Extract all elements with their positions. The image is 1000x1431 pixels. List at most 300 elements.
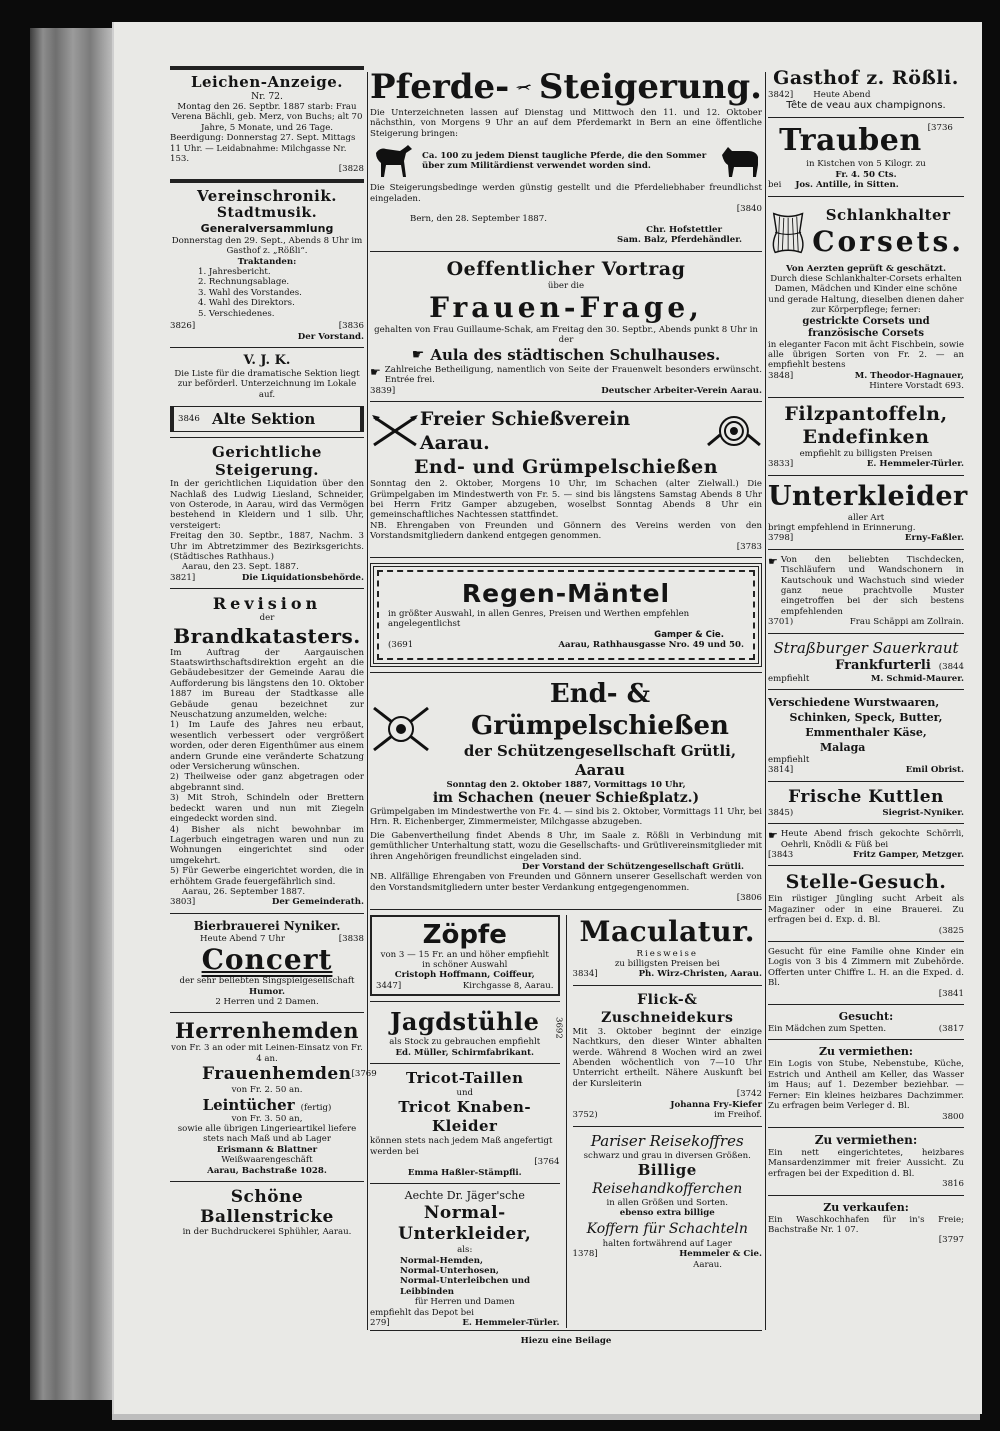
ref-number: [3764	[534, 1157, 560, 1168]
list-item: 2) Theilweise oder ganz abgetragen oder abgebrannt sind.	[170, 772, 364, 793]
schiess-titlerow	[370, 407, 762, 455]
schoerrli-row	[768, 829, 964, 850]
aula-title: Aula des städtischen Schulhauses.	[430, 345, 721, 364]
ref-number: 3839]	[370, 385, 396, 396]
gasthof-row	[768, 90, 964, 100]
list-item: 5. Verschiedenes.	[198, 308, 275, 319]
gruetli-titles	[438, 678, 762, 780]
verkaufen-title: Zu verkaufen:	[823, 1200, 909, 1214]
pointing-hand-icon: ☛	[411, 347, 425, 364]
draft-horse-icon	[718, 141, 762, 181]
corsets-title-1: Schlankhalter	[825, 206, 951, 225]
jagdstuehle	[370, 1007, 564, 1058]
list-item: Normal-Unterhosen,	[400, 1265, 499, 1276]
vorstand-sign: Der Vorstand.	[297, 331, 364, 342]
pariser-koffern: Koffern für Schachteln	[586, 1220, 748, 1237]
gesucht-maedchen	[768, 1010, 964, 1034]
vermiethen-zimmer	[768, 1133, 964, 1190]
wurst-line: Emmenthaler Käse,	[805, 725, 927, 739]
concert-humor: Humor.	[249, 986, 285, 997]
rule	[768, 941, 964, 942]
flick-text: Mit 3. Oktober beginnt der einzige Nachtkurs, den dieser Winter abhalten werde. Während 8 Wochen wird an zwei Abenden wöchentlich von 7—10 Uhr Unterricht ertheilt. Nähere Auskunft bei der Kursleiterin	[572, 1026, 762, 1089]
rule	[370, 909, 762, 910]
firm-address: Aarau, Bachstraße 1028.	[207, 1165, 327, 1176]
gerichtliche-text: In der gerichtlichen Liquidation über den Nachlaß des Ludwig Liesland, Schneider, von Osterode, in Aarau, wird das Vermögen bestehend in Kleidern und 1 silb. Uhr, versteigert:	[170, 479, 364, 531]
revision-place: Aarau, 26. September 1887.	[182, 886, 306, 897]
flick-title: Flick-& Zuschneidekurs	[601, 991, 734, 1026]
ref-number: 3834]	[572, 969, 598, 980]
gv-date: Donnerstag den 29. Sept., Abends 8 Uhr im Gasthof z. „Rößli“.	[171, 235, 363, 257]
pariser-footer	[573, 1249, 763, 1259]
list-item: 4. Wahl des Direktors.	[198, 298, 295, 309]
rule	[768, 1039, 964, 1040]
normal-firm: E. Hemmeler-Türler.	[462, 1317, 560, 1328]
sauerkraut-firm: M. Schmid-Maurer.	[870, 673, 964, 684]
gerichtliche-date: Freitag den 30. Septbr., 1887, Nachm. 3 Uhr im Abtretzimmer des Bezirksgerichts. (Städtisches Rathhaus.)	[170, 531, 364, 562]
vjk-title: V. J. K.	[243, 352, 291, 368]
revision-footer	[170, 897, 364, 907]
tricot-firm: Emma Haßler-Stämpfli.	[407, 1167, 522, 1178]
column-rule-right	[765, 72, 766, 1330]
schiess-nb: NB. Ehrengaben von Freunden und Gönnern des Vereins werden von den Vorstandsmitgliedern dankend entgegen genommen.	[370, 520, 762, 542]
zoepfe-addr: Kirchgasse 8, Aarau.	[462, 980, 554, 991]
pariser-firm: Hemmeler & Cie.	[679, 1249, 762, 1260]
gerichtliche-steigerung	[170, 443, 364, 583]
firm-name: Erismann & Blattner	[216, 1144, 318, 1155]
pariser-line: schwarz und grau in diversen Größen.	[583, 1150, 751, 1161]
ref-number: [3806	[736, 893, 762, 904]
vortrag-ueber: über die	[547, 280, 585, 291]
firm-type: Weißwaarengeschäft	[221, 1155, 313, 1166]
zoepfe-title: Zöpfe	[422, 919, 507, 950]
schiess-title: Freier Schießverein Aarau.	[419, 408, 631, 455]
bierbrauerei	[170, 919, 364, 1008]
pferde-title-2: Steigerung.	[538, 67, 762, 107]
stelle-title: Stelle-Gesuch.	[785, 871, 947, 894]
vortrag-text2: Zahlreiche Betheiligung, namentlich von Seite der Frauenwelt besonders erwünscht. Entrée frei.	[384, 364, 762, 386]
trauben-text: in Kistchen von 5 Kilogr. zu	[806, 159, 926, 170]
vermiethen-text-2: Ein nett eingerichtetes, heizbares Mansardenzimmer mit freier Aussicht. Zu erfragen bei der Expedition d. Bl.	[768, 1147, 964, 1179]
tricot	[370, 1069, 560, 1328]
ref-number: (3691	[388, 640, 414, 651]
tricot-title-2: Tricot Knaben-Kleider	[398, 1098, 532, 1136]
page-edge	[112, 1414, 980, 1420]
wurst-footer	[768, 765, 964, 775]
stadtmusik-title: Stadtmusik.	[216, 204, 318, 221]
traktanden-list	[170, 267, 364, 319]
gruetli-sign: Der Vorstand der Schützengesellschaft Grütli.	[521, 862, 744, 872]
target-icon	[706, 413, 762, 449]
wurst-firm: Emil Obrist.	[905, 765, 964, 776]
pferde-title-1: Pferde-	[370, 67, 510, 107]
ref-number: [3838	[338, 933, 364, 944]
pointing-hand-icon: ☛	[768, 554, 778, 568]
leichen-text: Montag den 26. Septbr. 1887 starb: Frau Verena Bächli, geb. Merz, von Buchs; alt 70 Jahre, 5 Monate, und 26 Tage.	[171, 102, 363, 133]
book-spine	[30, 28, 116, 1400]
ref-number: 3821]	[170, 572, 196, 583]
tischdecken-footer	[768, 617, 964, 627]
gruetli-text1: Grümpelgaben im Mindestwerthe von Fr. 4. — sind bis 2. Oktober, Vormittags 11 Uhr, bei Hrn. R. Eichenberger, Zimmermeister, Milchgasse abzugeben.	[370, 806, 762, 828]
maculatur-footer	[573, 969, 763, 979]
frauenhemden-title: Frauenhemden	[202, 1064, 352, 1085]
list-item: 5) Für Gewerbe eingerichtet worden, die in erhöhtem Grade feuergefährlich sind.	[170, 866, 364, 887]
rule	[170, 179, 364, 183]
vereinschronik-footer	[170, 321, 364, 331]
trauben	[768, 123, 964, 190]
gesucht-row	[768, 1024, 964, 1034]
stelle-gesuch	[768, 871, 964, 936]
subcolumn-rule	[566, 915, 567, 1329]
regen-title: Regen-Mäntel	[461, 578, 671, 608]
zoepfe-text: von 3 — 15 Fr. an und höher empfiehlt in schöner Auswahl	[380, 949, 549, 971]
rule	[768, 549, 964, 550]
rule	[573, 985, 763, 986]
corsets-titles	[812, 206, 964, 259]
gruetli-text2: Die Gabenvertheilung findet Abends 8 Uhr, im Saale z. Rößli in Verbindung mit gemüthlicher Unterhaltung statt, wozu die Gesellschafts- und Grütlivereinsmitglieder mit ihren Angehörigen freundlichst eingeladen sind.	[370, 830, 762, 862]
unterkleider-text: bringt empfehlend in Erinnerung.	[768, 522, 916, 533]
pferde-text: Die Unterzeichneten lassen auf Dienstag und Mittwoch den 11. und 12. Oktober nächsthin, von Morgens 9 Uhr an auf dem Pferdemarkt in Bern an eine öffentliche Steigerung bringen:	[370, 108, 762, 139]
concert-title: Concert	[201, 943, 333, 977]
corsets-text2: in eleganter Facon mit ächt Fischbein, sowie alle übrigen Sorten von Fr. 2. — an empfiehlt bestens	[768, 339, 964, 371]
corsets-subtitle: Von Aerzten geprüft & geschätzt.	[786, 263, 946, 274]
gerichtliche-title: Gerichtliche Steigerung.	[212, 443, 322, 480]
page-footer: Hiezu eine Beilage	[520, 1336, 612, 1347]
pferde-sign-1: Chr. Hofstettler	[646, 224, 722, 235]
unterkleider-title: Unterkleider	[768, 480, 968, 512]
gruetli-title: End- & Grümpelschießen	[471, 678, 729, 741]
rule	[170, 1181, 364, 1182]
rule	[370, 1183, 560, 1184]
ref-number: 3848]	[768, 370, 794, 381]
frauenhemden-row	[170, 1064, 377, 1085]
schoerrli	[768, 829, 964, 860]
pariser-reise: Reisehandkofferchen	[592, 1180, 743, 1197]
ref-number: [3836	[338, 321, 364, 332]
unterkleider	[768, 480, 968, 544]
rule	[768, 1127, 964, 1128]
wurst-emp: empfiehlt	[768, 754, 810, 765]
vjk	[170, 353, 364, 432]
schoerrli-text: Heute Abend frisch gekochte Schörrli, Oehrli, Knödli & Füß bei	[780, 829, 964, 850]
vortrag	[370, 257, 762, 396]
filz-footer	[768, 459, 964, 469]
tricot-text: können stets nach jedem Maß angefertigt werden bei	[370, 1136, 553, 1157]
vortrag-sign: Deutscher Arbeiter-Verein Aarau.	[601, 385, 762, 396]
schiessverein	[370, 407, 762, 552]
normal-als: als:	[457, 1245, 473, 1256]
list-item: 1. Jahresbericht.	[198, 267, 271, 278]
brandkataster-title: Brandkatasters.	[173, 623, 361, 648]
ref-number: 3842]	[768, 90, 794, 100]
wurst-line: Malaga	[820, 740, 866, 754]
filz-title: Filzpantoffeln, Endefinken	[784, 402, 948, 448]
wurst-line: Verschiedene Wurstwaaren,	[768, 695, 940, 709]
leintuecher-row	[170, 1096, 364, 1114]
alte-sektion-box	[170, 406, 364, 432]
schiess-subtitle: End- und Grümpelschießen	[413, 456, 719, 479]
pferde-place: Bern, den 28. September 1887.	[410, 214, 547, 225]
leichen-number: Nr. 72.	[251, 91, 283, 102]
pferde-text2: Die Steigerungsbedinge werden günstig gestellt und die Pferdeliebhaber freundlichst eingeladen.	[370, 183, 762, 204]
filzpantoffeln	[768, 403, 964, 470]
herrenhemden-line: von Fr. 3 an oder mit Leinen-Einsatz von Fr. 4 an.	[171, 1043, 363, 1064]
trauben-title: Trauben	[779, 123, 922, 159]
rule	[370, 1001, 560, 1002]
revision-der: der	[259, 613, 275, 624]
rule	[170, 437, 364, 438]
filz-text: empfiehlt zu billigsten Preisen	[799, 448, 933, 459]
rule	[370, 251, 762, 252]
column-rule-left	[367, 72, 368, 1330]
aula-row	[370, 346, 762, 365]
normal-footer	[370, 1318, 560, 1328]
ref-number: 3846	[178, 413, 200, 424]
flick-name: Johanna Fry-Kiefer	[670, 1099, 762, 1110]
gesucht-title: Gesucht:	[838, 1010, 894, 1024]
regen-maentel	[370, 563, 762, 667]
herrenhemden-title: Herrenhemden	[174, 1018, 360, 1044]
list-item: 3. Wahl des Vorstandes.	[198, 287, 302, 298]
flick-place: im Freihof.	[714, 1110, 762, 1121]
pariser-sorten: in allen Größen und Sorten.	[606, 1197, 728, 1208]
corsets-firm: M. Theodor-Hagnauer,	[854, 370, 964, 381]
ref-number: [3843	[768, 850, 794, 860]
ref-number: [3797	[938, 1235, 964, 1246]
gasthof-time: Heute Abend	[813, 90, 871, 100]
gerichtliche-place: Aarau, den 23. Sept. 1887.	[182, 562, 299, 573]
vermiethen-logis	[768, 1045, 964, 1121]
maculatur-title: Maculatur.	[579, 914, 756, 948]
leintuecher-title: Leintücher	[202, 1095, 295, 1114]
trauben-footer	[768, 180, 964, 190]
tricot-title: Tricot-Taillen	[406, 1069, 524, 1088]
vermiethen-title: Zu vermiethen:	[819, 1045, 913, 1059]
tischdecken-text: Von den beliebten Tischdecken, Tischläufern und Wandschonern in Kautschouk und Wachstuch sind wieder ganz neue prachtvolle Muster eingetroffen bei der sich bestens empfehlenden	[780, 554, 964, 617]
concert-persons: 2 Herren und 2 Damen.	[215, 996, 319, 1007]
list-item: 1) Im Laufe des Jahres neu erbaut, wesentlich verbessert oder vergrößert worden, oder deren Eigenthümer aus einem andern Grunde eine veränderte Schatzung oder Versicherung wünschen.	[170, 720, 364, 773]
list-item: 4) Bisher als nicht bewohnbar im Lagerbuch eingetragen waren und nun zu Wohnungen eingerichtet sind oder umgekehrt.	[170, 824, 364, 866]
rule	[768, 823, 964, 824]
regen-firm: Gamper & Cie.	[654, 629, 724, 640]
gerichtliche-footer	[170, 573, 364, 583]
zoepfe	[370, 915, 560, 997]
pferde-titlerow	[370, 66, 762, 108]
column-2	[370, 66, 762, 1347]
corsets-addr: Hintere Vorstadt 693.	[869, 381, 964, 392]
pariser-title: Pariser Reisekoffres	[590, 1131, 744, 1150]
rule	[170, 913, 364, 914]
concert-text: der sehr beliebten Singspielgesellschaft	[179, 976, 355, 987]
gruetli-subtitle: der Schützengesellschaft Grütli, Aarau	[463, 741, 737, 779]
vereinschronik	[170, 187, 364, 342]
lingerie-line: sowie alle übrigen Lingerieartikel liefere stets nach Maß und ab Lager	[177, 1124, 357, 1145]
gruetli-place: im Schachen (neuer Schießplatz.)	[432, 789, 700, 806]
unterkleider-footer	[768, 533, 964, 543]
verkaufen-text: Ein Waschkochhafen für in's Freie; Bachstraße Nr. 1 07.	[768, 1214, 964, 1235]
regen-footer	[388, 640, 744, 650]
kuttlen	[768, 787, 964, 818]
vereinschronik-title: Vereinschronik.	[197, 186, 337, 205]
column-1	[170, 66, 377, 1324]
tischdecken	[768, 555, 964, 628]
pariser-lager: halten fortwährend auf Lager	[602, 1238, 732, 1249]
schoerrli-footer	[768, 850, 964, 860]
vortrag-footer	[370, 386, 762, 396]
frauen-frage-title: Frauen-Frage,	[429, 291, 703, 325]
sauerkraut-title: Straßburger Sauerkraut	[773, 638, 959, 657]
rule	[370, 1330, 762, 1331]
leichen-ref: [3828	[338, 164, 364, 175]
corsets-footer	[768, 371, 964, 381]
gasthof-dish: Tête de veau aux champignons.	[786, 100, 946, 112]
ref-number: 3816	[942, 1179, 964, 1190]
gerichtliche-sign: Die Liquidationsbehörde.	[241, 572, 364, 583]
gruetli-schiessen	[370, 678, 762, 904]
regen-text: in größter Auswahl, in allen Genres, Preisen und Werthen empfehlen angelegentlichst	[388, 608, 690, 630]
rule	[370, 557, 762, 558]
traktanden-heading: Traktanden:	[237, 256, 297, 267]
ref-number: 3826]	[170, 321, 196, 332]
jagdstuehle-text: als Stock zu gebrauchen empfiehlt	[389, 1037, 541, 1048]
gv-heading: Generalversammlung	[200, 221, 334, 235]
rule	[768, 689, 964, 690]
normal-fuer: für Herren und Damen	[414, 1297, 515, 1308]
normal-title: Normal-Unterkleider,	[398, 1203, 532, 1245]
regen-addr: Aarau, Rathhausgasse Nro. 49 und 50.	[558, 640, 744, 651]
vortrag-text2-row	[370, 365, 762, 386]
running-horse-icon	[515, 74, 533, 100]
sauerkraut	[768, 639, 964, 684]
alte-sektion-label: Alte Sektion	[212, 410, 316, 429]
corsets-title-2: Corsets.	[812, 225, 964, 259]
zoepfe-firm: Cristoph Hoffmann, Coiffeur,	[394, 970, 535, 981]
maculatur	[573, 915, 763, 980]
kuttlen-title: Frische Kuttlen	[788, 786, 944, 807]
jagdstuehle-firm: Ed. Müller, Schirmfabrikant.	[395, 1047, 535, 1058]
pferde-sign-2: Sam. Balz, Pferdehändler.	[617, 235, 742, 246]
trauben-titlerow	[768, 123, 964, 159]
herrenhemden	[170, 1018, 377, 1176]
ref-number: 279]	[370, 1317, 390, 1328]
corsets-titlerow	[768, 202, 964, 264]
revision-intro: Im Auftrag der Aargauischen Staatswirthschaftsdirektion ergeht an die Gebäudebesitzer der Gemeinde Aarau die Aufforderung bis längstens den 10. Oktober 1887 im Bureau der Stadtkasse alle Gebäude genau bezeichnet zur Neuschatzung anzumelden, welche:	[170, 647, 364, 721]
list-item: 3) Mit Stroh, Schindeln oder Brettern bedeckt waren und nun mit Ziegeln eingedeckt worden sind.	[170, 793, 364, 825]
pferde-bold: Ca. 100 zu jedem Dienst taugliche Pferde, die den Sommer über zum Militärdienst verwendet worden sind.	[422, 150, 707, 172]
bierbrauerei-title: Bierbrauerei Nyniker.	[193, 918, 341, 933]
flick-footer	[573, 1110, 763, 1120]
ref-number: [3841	[938, 988, 964, 999]
ref-number: 3803]	[170, 897, 196, 908]
corsets	[768, 202, 964, 392]
rule	[370, 672, 762, 673]
bierbrauerei-time: Heute Abend 7 Uhr	[200, 933, 286, 944]
vortrag-text: gehalten von Frau Guillaume-Schak, am Freitag den 30. Septbr., Abends punkt 8 Uhr in der	[374, 325, 758, 346]
rule	[170, 347, 364, 348]
ref-number: (3817	[938, 1024, 964, 1035]
pferde-steigerung	[370, 66, 762, 246]
schiess-text: Sonntag den 2. Oktober, Morgens 10 Uhr, im Schachen (alter Zielwall.) Die Grümpelgaben im Mindestwerth von Fr. 5. — sind bis längstens Samstag Abends 8 Uhr bei Herrn Fritz Gamper abzugeben, woselbst Sonntag Abends 8 Uhr ein gemeinschaftliches Nachtessen stattfindet.	[370, 479, 762, 521]
ref-number: 3800	[942, 1111, 964, 1122]
rifles-target-icon	[370, 702, 432, 756]
sauerkraut-footer	[768, 674, 964, 684]
crossed-rifles-icon	[370, 413, 420, 449]
rule	[370, 1063, 560, 1064]
rule	[170, 1012, 364, 1013]
ref-number: 3701)	[768, 617, 794, 628]
list-item: Normal-Unterleibchen und Leibbinden	[400, 1276, 531, 1297]
rule	[768, 633, 964, 634]
ref-number: 1378]	[572, 1249, 598, 1260]
filz-firm: E. Hemmeler-Türler.	[866, 459, 964, 470]
pferde-boldrow	[370, 141, 762, 181]
pariser-place: Aarau.	[693, 1259, 722, 1270]
list-item: 2. Rechnungsablage.	[198, 277, 290, 288]
verkaufen	[768, 1201, 964, 1246]
ref-number: 3692	[553, 1017, 564, 1040]
leintuecher-line: von Fr. 3. 50 an,	[231, 1113, 303, 1124]
rule	[170, 66, 364, 70]
vortrag-title: Oeffentlicher Vortrag	[446, 257, 686, 280]
maculatur-firm: Ph. Wirz-Christen, Aarau.	[638, 969, 762, 980]
wurst-line: Schinken, Speck, Butter,	[789, 710, 943, 724]
rule	[573, 1126, 763, 1127]
sauerkraut-emp: empfiehlt	[768, 673, 810, 684]
tricot-und: und	[456, 1088, 474, 1099]
revision-title: Revision	[212, 594, 322, 614]
gruetli-nb: NB. Allfällige Ehrengaben von Freunden und Gönnern unserer Gesellschaft werden von den Vorstandsmitgliedern unter bester Verdankung entgegengenommen.	[370, 872, 762, 893]
ref-number: [3783	[736, 541, 762, 552]
column-3	[768, 66, 968, 1324]
corsets-text: Durch diese Schlankhalter-Corsets erhalten Damen, Mädchen und Kinder eine schöne und gerade Haltung, dieselben dienen daher zur Körperpflege; ferner:	[768, 274, 964, 316]
subcolumns	[370, 915, 762, 1329]
vermiethen-text: Ein Logis von Stube, Nebenstube, Küche, Estrich und Antheil am Keller, das Wasser im Haus; auf 1. Dezember beziehbar. — Ferner: Ein kleines heizbares Dachzimmer. Zu erfragen beim Verleger d. Bl.	[768, 1059, 964, 1112]
leintuecher-note: (fertig)	[300, 1102, 332, 1113]
gesucht-logis-text: Gesucht für eine Familie ohne Kinder ein Logis von 3 bis 4 Zimmern mit Zubehörde. Offerten unter Chiffre L. H. an die Exped. d. Bl.	[768, 947, 964, 989]
rule	[768, 1195, 964, 1196]
rule	[768, 397, 964, 398]
ref-number: [3840	[736, 204, 762, 215]
standing-horse-icon	[370, 141, 414, 181]
wurstwaaren	[768, 695, 964, 776]
ballenstricke	[170, 1187, 364, 1237]
rule	[768, 781, 964, 782]
trauben-bei: bei	[768, 180, 782, 191]
zoepfe-footer	[376, 981, 554, 991]
maculatur-riesweise: Riesweise	[636, 948, 698, 959]
pointing-hand-icon: ☛	[768, 829, 778, 843]
list-item: Normal-Hemden,	[400, 1255, 484, 1266]
pointing-hand-icon: ☛	[370, 364, 381, 379]
ref-number: 3752)	[572, 1110, 598, 1121]
jagdstuehle-title: Jagdstühle	[390, 1007, 540, 1037]
tischdecken-row	[768, 555, 964, 617]
ref-number: 3798]	[768, 533, 794, 544]
rule	[768, 475, 964, 476]
rule	[768, 1004, 964, 1005]
vermiethen-title-2: Zu vermiethen:	[814, 1132, 918, 1147]
ref-number: 3833]	[768, 459, 794, 470]
revision-sign: Der Gemeinderath.	[271, 897, 364, 908]
corset-icon	[768, 202, 808, 264]
ref-number: [3742	[736, 1089, 762, 1100]
gesucht-text: Ein Mädchen zum Spetten.	[768, 1024, 887, 1035]
rule	[170, 588, 364, 589]
ref-number: 3845)	[768, 807, 794, 818]
frauenhemden-line: von Fr. 2. 50 an.	[231, 1085, 303, 1096]
ref-number: (3844	[938, 661, 964, 672]
gruetli-titlerow	[370, 678, 762, 780]
frankfurterli-row	[768, 658, 964, 674]
